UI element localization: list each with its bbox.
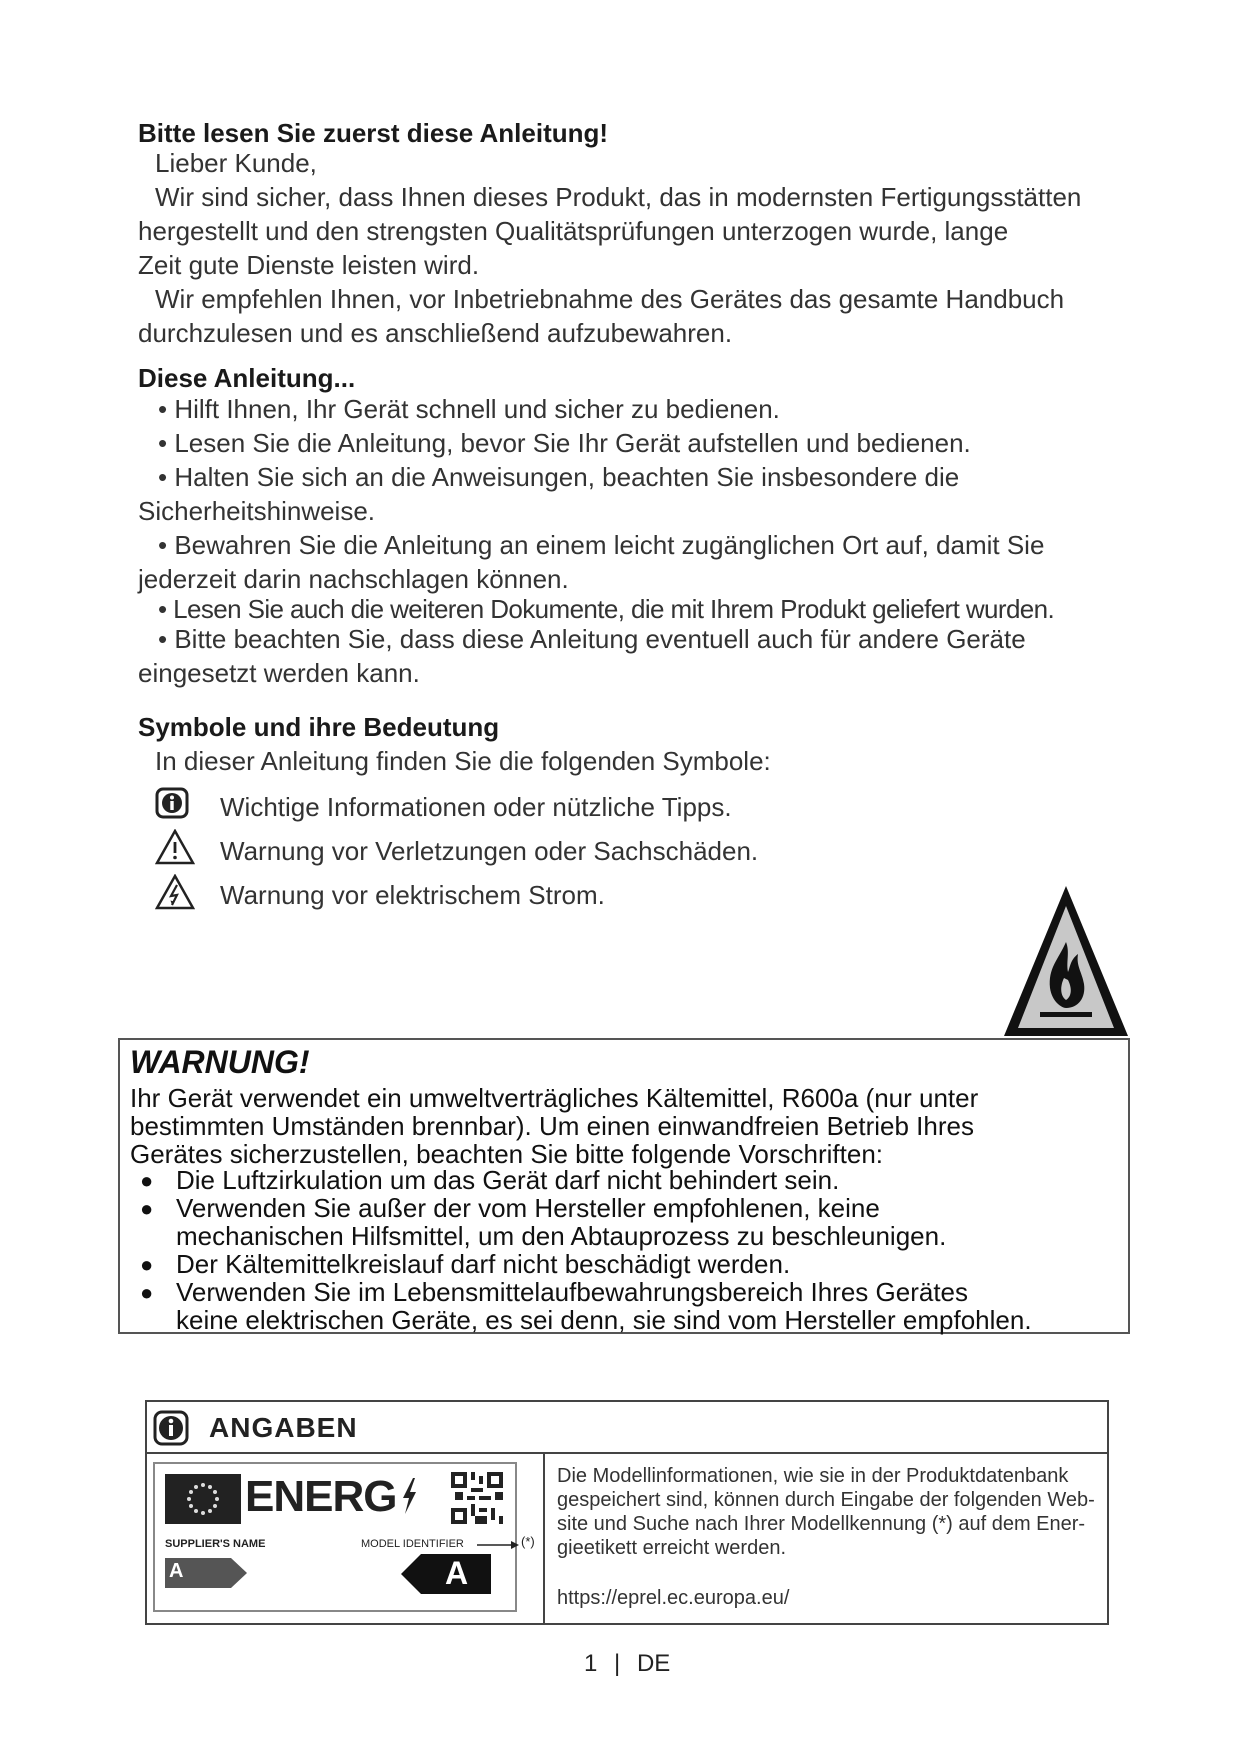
- supplier-name: SUPPLIER'S NAME: [165, 1538, 266, 1550]
- info-text-line: gespeichert sind, können durch Eingabe der folgenden Web-: [557, 1489, 1095, 1511]
- flammable-warning-icon: [1000, 880, 1132, 1042]
- warning-box: [118, 1038, 1130, 1334]
- guide-line: • Lesen Sie auch die weiteren Dokumente, die mit Ihrem Produkt geliefert wurden.: [158, 594, 1055, 624]
- info-text-line: site und Suche nach Ihrer Modellkennung (*) auf dem Ener-: [557, 1513, 1086, 1535]
- warning-bullet: Verwenden Sie im Lebensmittelaufbewahrungsbereich Ihres Gerätes: [176, 1277, 969, 1307]
- symbol-label: Warnung vor elektrischem Strom.: [220, 880, 605, 910]
- footer-separator: |: [614, 1650, 621, 1677]
- eprel-url[interactable]: https://eprel.ec.europa.eu/: [557, 1587, 790, 1609]
- symbol-label: Wichtige Informationen oder nützliche Tipps.: [220, 792, 732, 822]
- info-divider: [543, 1452, 545, 1625]
- arrow-right-icon: [477, 1539, 519, 1551]
- page-number: 1: [584, 1650, 598, 1677]
- guide-line: jederzeit darin nachschlagen können.: [138, 564, 569, 594]
- warning-triangle-icon: [155, 829, 195, 865]
- bolt-icon: [401, 1478, 417, 1514]
- guide-heading: Diese Anleitung...: [138, 363, 356, 393]
- guide-line: • Bewahren Sie die Anleitung an einem leicht zugänglichen Ort auf, damit Sie: [158, 530, 1045, 560]
- symbol-row-electric: [155, 874, 605, 910]
- guide-line: • Hilft Ihnen, Ihr Gerät schnell und sicher zu bedienen.: [158, 394, 780, 424]
- guide-line: • Lesen Sie die Anleitung, bevor Sie Ihr Gerät aufstellen und bedienen.: [158, 428, 971, 458]
- warning-bullet: Die Luftzirkulation um das Gerät darf nicht behindert sein.: [176, 1165, 840, 1195]
- guide-line: Sicherheitshinweise.: [138, 496, 376, 526]
- intro-line: Wir sind sicher, dass Ihnen dieses Produkt, das in modernsten Fertigungsstätten: [155, 182, 1082, 212]
- info-icon: [155, 787, 189, 819]
- info-text-line: gieetikett erreicht werden.: [557, 1537, 787, 1559]
- info-box: [145, 1400, 1109, 1625]
- warning-bullet: keine elektrischen Geräte, es sei denn, sie sind vom Hersteller empfohlen.: [176, 1305, 1032, 1335]
- language-code: DE: [636, 1650, 671, 1677]
- intro-heading: Bitte lesen Sie zuerst diese Anleitung!: [138, 118, 609, 148]
- electric-warning-icon: [155, 874, 195, 910]
- intro-line: hergestellt und den strengsten Qualitätsprüfungen unterzogen wurde, lange: [138, 216, 1009, 246]
- energy-label-image: [153, 1462, 517, 1612]
- class-right: A: [445, 1555, 469, 1591]
- info-icon: [153, 1410, 189, 1446]
- intro-line: durchzulesen und es anschließend aufzubewahren.: [138, 318, 733, 348]
- info-header: [147, 1402, 1107, 1454]
- intro-line: Wir empfehlen Ihnen, vor Inbetriebnahme des Gerätes das gesamte Handbuch: [155, 284, 1065, 314]
- warning-line: Gerätes sicherzustellen, beachten Sie bitte folgende Vorschriften:: [130, 1139, 883, 1169]
- intro-line: Zeit gute Dienste leisten wird.: [138, 250, 480, 280]
- guide-line: • Bitte beachten Sie, dass diese Anleitung eventuell auch für andere Geräte: [158, 624, 1026, 654]
- symbols-intro: In dieser Anleitung finden Sie die folgenden Symbole:: [155, 746, 771, 776]
- energy-brand: ENERG: [245, 1472, 397, 1521]
- eu-flag-icon: [165, 1474, 241, 1524]
- symbol-label: Warnung vor Verletzungen oder Sachschäden.: [220, 836, 759, 866]
- warning-title: WARNUNG!: [130, 1044, 310, 1080]
- info-title: ANGABEN: [209, 1412, 358, 1443]
- bullet-icon: ●: [140, 1196, 154, 1221]
- model-marker: (*): [521, 1534, 535, 1549]
- warning-bullet: mechanischen Hilfsmittel, um den Abtauprozess zu beschleunigen.: [176, 1221, 947, 1251]
- class-left: A: [169, 1560, 184, 1582]
- guide-line: eingesetzt werden kann.: [138, 658, 420, 688]
- guide-line: • Halten Sie sich an die Anweisungen, beachten Sie insbesondere die: [158, 462, 960, 492]
- symbol-row-warning: [155, 829, 759, 866]
- page-footer: [584, 1650, 670, 1678]
- intro-line: Lieber Kunde,: [155, 148, 317, 178]
- qr-code-icon: [451, 1472, 503, 1524]
- bullet-icon: ●: [140, 1168, 154, 1193]
- warning-line: bestimmten Umständen brennbar). Um einen einwandfreien Betrieb Ihres: [130, 1111, 974, 1141]
- symbols-heading: Symbole und ihre Bedeutung: [138, 712, 500, 742]
- bullet-icon: ●: [140, 1280, 154, 1305]
- info-text-line: Die Modellinformationen, wie sie in der Produktdatenbank: [557, 1465, 1069, 1487]
- bullet-icon: ●: [140, 1252, 154, 1277]
- model-identifier: MODEL IDENTIFIER: [361, 1538, 464, 1550]
- warning-line: Ihr Gerät verwendet ein umweltverträgliches Kältemittel, R600a (nur unter: [130, 1083, 979, 1113]
- warning-bullet: Verwenden Sie außer der vom Hersteller empfohlenen, keine: [176, 1193, 880, 1223]
- warning-bullet: Der Kältemittelkreislauf darf nicht beschädigt werden.: [176, 1249, 791, 1279]
- symbol-row-info: [155, 787, 732, 822]
